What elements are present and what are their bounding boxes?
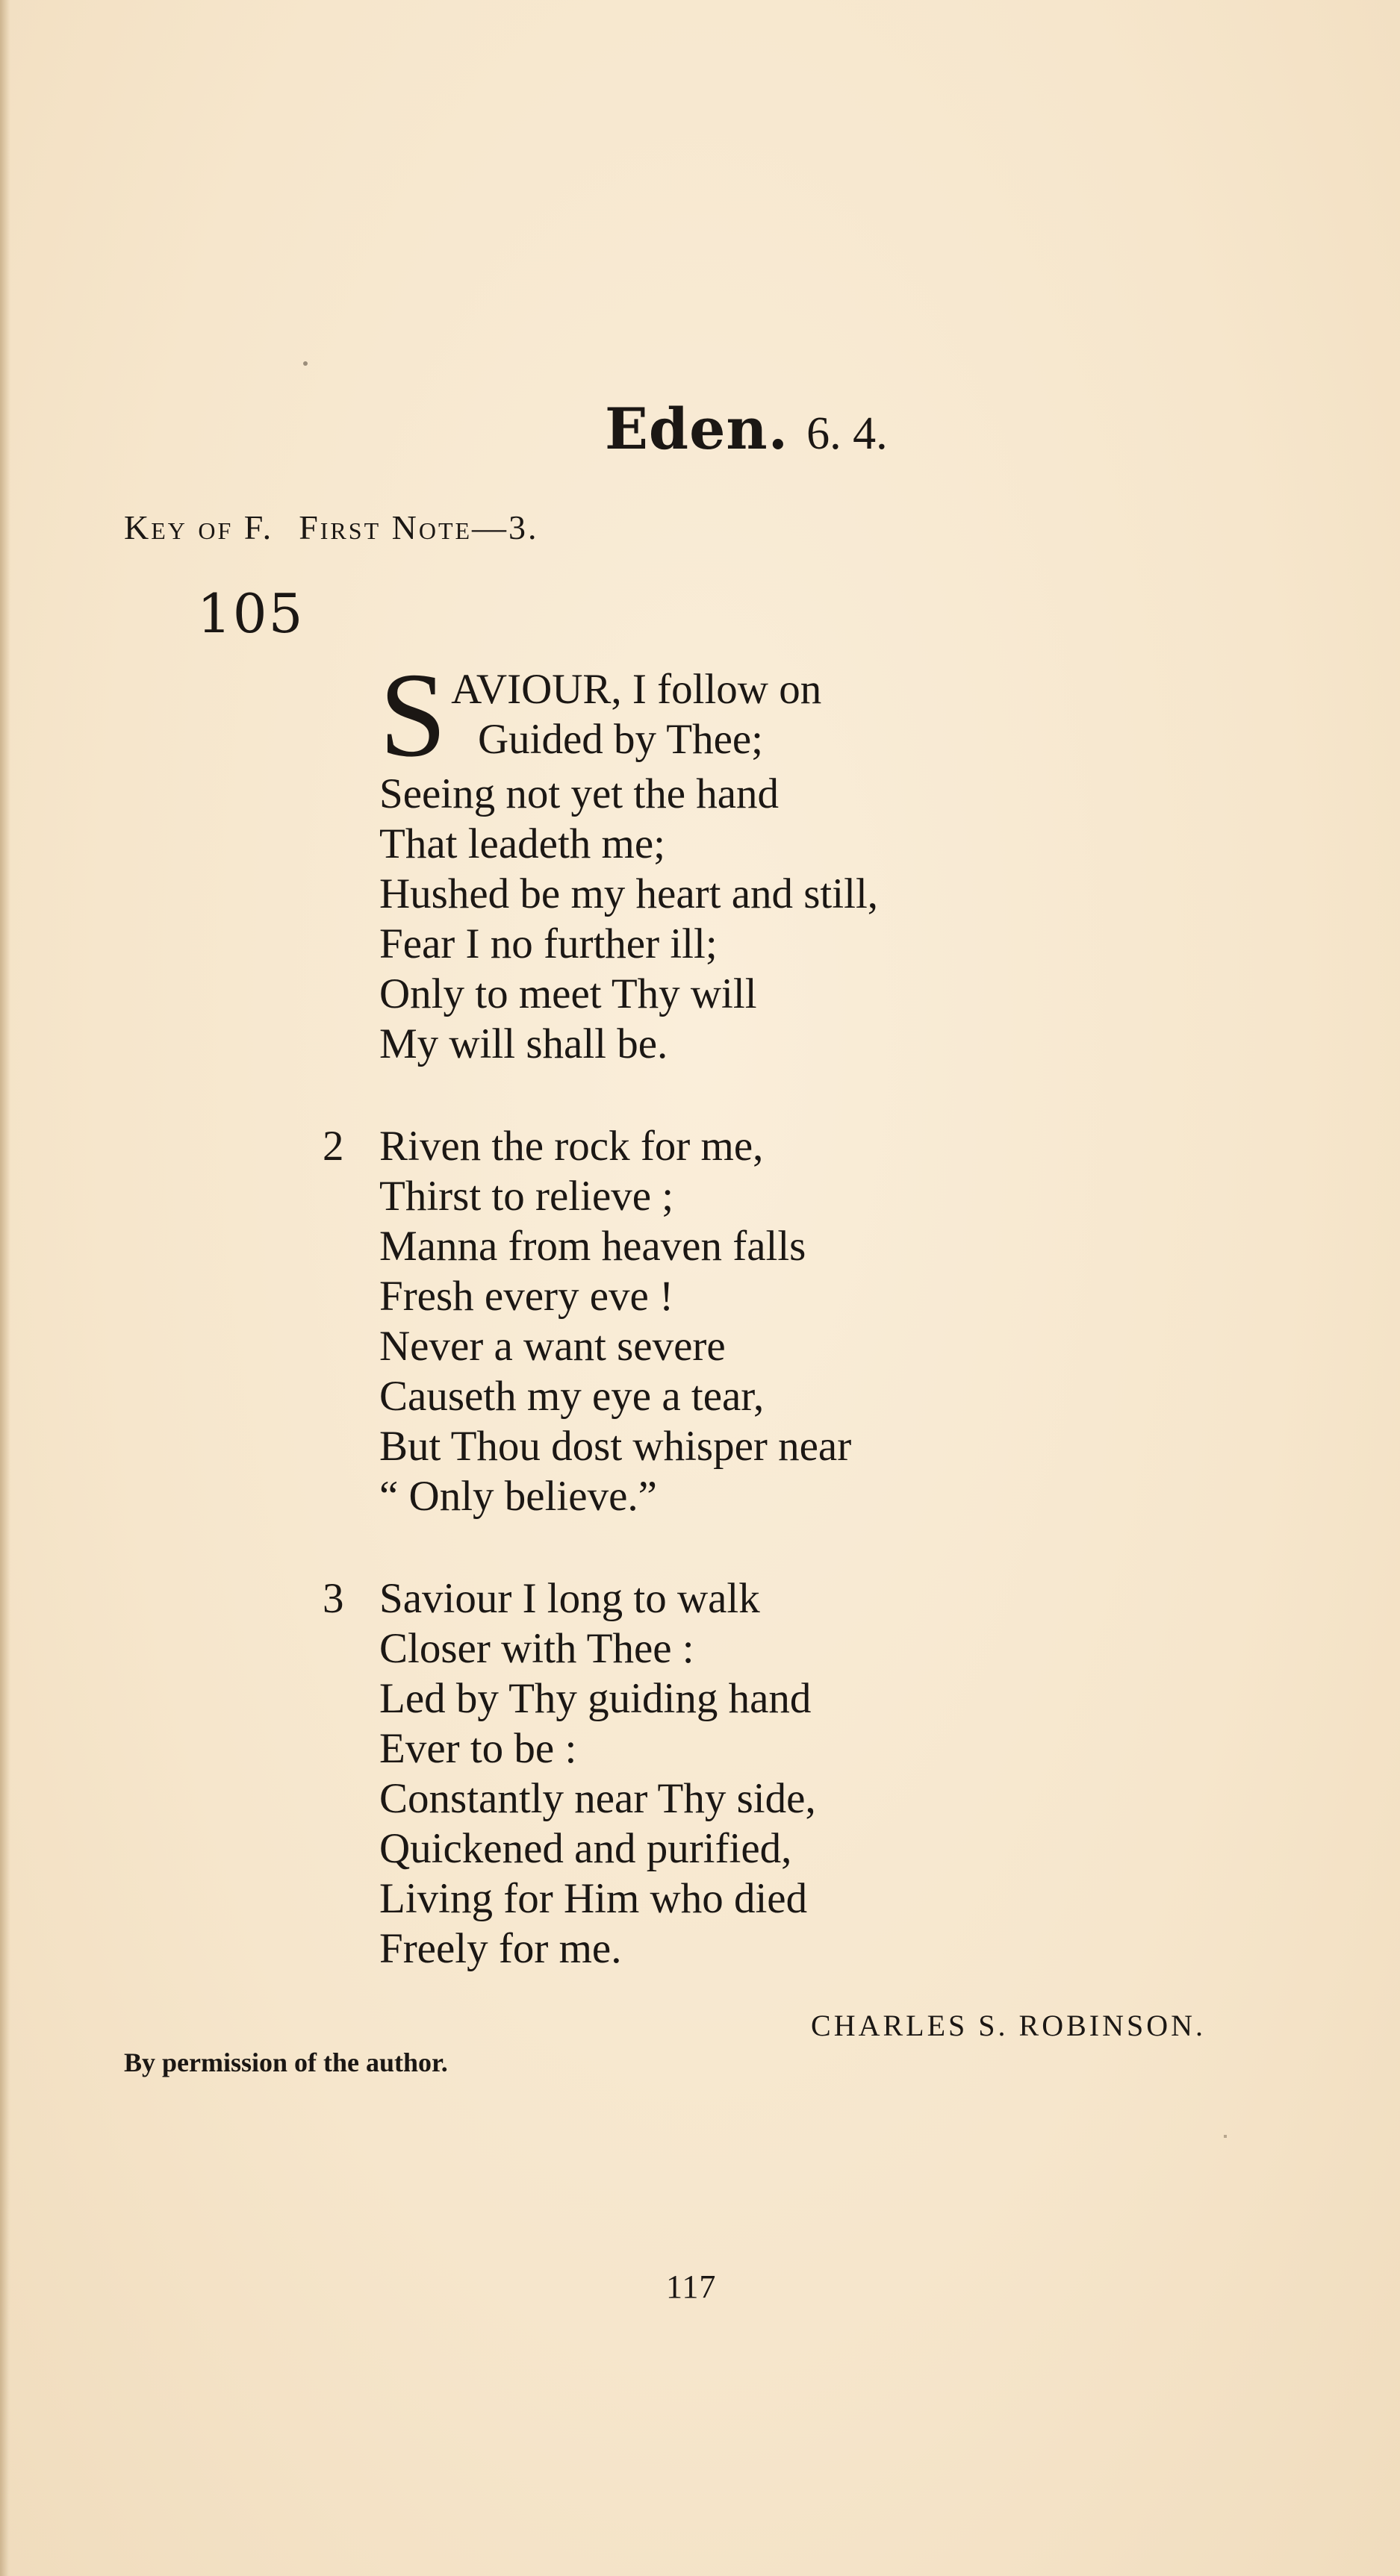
stanza-1-opening [379, 649, 878, 782]
permission-note: By permission of the author. [124, 2048, 448, 2077]
verse-line: AVIOUR, I follow on [451, 666, 822, 713]
stanza-3 [323, 1574, 878, 1974]
ink-speck [303, 361, 308, 366]
verse-line: Led by Thy guiding hand [379, 1675, 812, 1722]
hymn-verses [323, 649, 879, 2026]
verse-line: Living for Him who died [379, 1875, 808, 1922]
verse-line: Fear I no further ill; [379, 920, 718, 967]
verse-line: Saviour I long to walk [379, 1575, 760, 1622]
tune-meter: 6. 4. [806, 408, 888, 459]
verse-line: My will shall be. [379, 1020, 668, 1067]
verse-line: “ Only believe.” [379, 1473, 657, 1520]
key-line [124, 508, 539, 547]
verse-line: Seeing not yet the hand [379, 770, 780, 817]
page-binding-edge [0, 0, 10, 2576]
hymn-number: 105 [197, 582, 305, 645]
verse-line: Thirst to relieve ; [379, 1173, 674, 1220]
stanza-number: 2 [323, 1123, 344, 1170]
verse-line: Guided by Thee; [478, 716, 764, 763]
print-mark [1224, 2135, 1227, 2138]
verse-line: Causeth my eye a tear, [379, 1373, 765, 1420]
verse-line: Hushed be my heart and still, [379, 870, 879, 917]
stanza-1 [379, 649, 879, 1069]
verse-line: Never a want severe [379, 1323, 726, 1370]
key-signature: Key of F. [124, 508, 274, 546]
verse-line: Manna from heaven falls [379, 1223, 806, 1270]
verse-line: Closer with Thee : [379, 1625, 694, 1672]
stanza-number: 3 [323, 1575, 344, 1622]
verse-line: Freely for me. [379, 1925, 622, 1972]
verse-line: That leadeth me; [379, 820, 665, 867]
first-note: First Note—3. [299, 508, 539, 546]
verse-line: But Thou dost whisper near [379, 1423, 852, 1470]
verse-line: Fresh every eve ! [379, 1273, 674, 1320]
tune-name: Eden. [605, 396, 789, 462]
author-credit: CHARLES S. ROBINSON. [811, 2009, 1206, 2042]
page-number: 117 [666, 2268, 717, 2305]
tune-title [605, 396, 888, 462]
stanza-2 [323, 1121, 878, 1521]
verse-line: Constantly near Thy side, [379, 1775, 816, 1822]
verse-line: Quickened and purified, [379, 1825, 792, 1872]
drop-cap: S [379, 649, 447, 782]
verse-line: Ever to be : [379, 1725, 577, 1772]
verse-line: Riven the rock for me, [379, 1123, 764, 1170]
verse-line: Only to meet Thy will [379, 970, 757, 1017]
